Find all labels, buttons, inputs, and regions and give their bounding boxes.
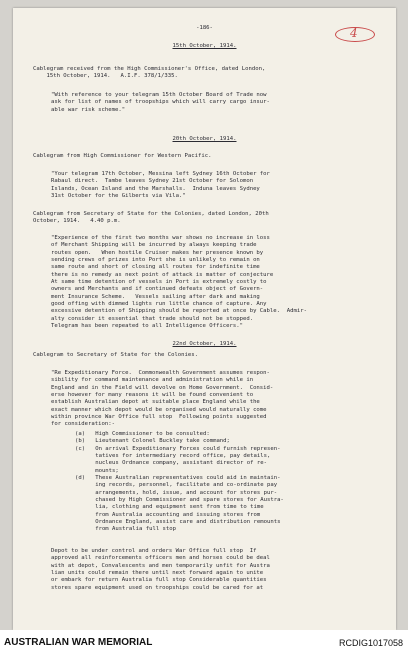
cablegram-4-list: (a) High Commissioner to be consulted: (b) Lieutenant Colonel Buckley take command; (c) On arrival Expeditionary Forces could furnish represen- tatives for intermediary record office, pay details, nucleus Ordnance company, assistant director of re- mounts; (d) These Australian representatives could aid in maintain- ing records, personnel, facilitate and co-ordinate pay arrangements, hold, issue, and account for stores pur- chased by High Commissioner and spare stores for Austra- lia, clothing and equipment sent from time to time from Australia accounting and issuing stores from Ordnance England, assist care and distribution remounts from Australia full stop: [75, 431, 284, 533]
cablegram-4-ending: Depot to be under control and orders War Office full stop If approved all reinforcements officers men and horses could be deal with at depot, Convalescents and men temporarily unfit for Austra lian units could remain there until next forward again to unite or embark for return Australia full stop Considerable quantities stores spare equipment used on troopships could be cared for at: [51, 548, 270, 591]
footer-institution: AUSTRALIAN WAR MEMORIAL: [4, 637, 153, 648]
footer-record-id: RCDIG1017058: [338, 638, 403, 648]
cablegram-3-body: "Experience of the first two months war shows no increase in loss of Merchant Shipping will be incurred by always keeping trade routes open. When hostile Cruiser makes her presence known by sending crews of prizes into Port she is unlikely to remain on same route and short of closing all routes for indefinite time there is no remedy as next point of attack is matter of conjecture At same time detention of vessels in Port is extremely costly to owners and Merchants and if continued defeats object of Govern- ment Insurance Scheme. Vessels sailing after dark and making good offing with dimmed lights run little chance of capture. Any excessive detention of Shipping should be reported at once by Cable. Admir- alty consider it essential that trade should not be stopped. Telegram has been repeated to all Intelligence Officers.": [51, 235, 307, 330]
date-heading-22-october: 22nd October, 1914.: [172, 341, 237, 347]
page-number: -186-: [196, 25, 213, 31]
cablegram-2-heading: Cablegram from High Commissioner for Western Pacific.: [33, 153, 212, 159]
date-heading-20-october: 20th October, 1914.: [172, 136, 237, 142]
cablegram-1-heading: Cablegram received from the High Commissioner's Office, dated London, 15th October, 1914. A.I.F. 378/1/335.: [33, 66, 266, 80]
document-page: [13, 8, 396, 630]
handwritten-page-mark: [335, 27, 375, 41]
cablegram-4-intro: "Re Expeditionary Force. Commonwealth Government assumes respon- sibility for command maintenance and administration while in England and in the Field will devolve on Home Government. Consid- erse however for many reasons it will be found convenient to establish Australian depot at suitable place England while the exact manner which depot would be organised would naturally come within province War Office full stop Following points suggested for consideration:-: [51, 370, 274, 428]
cablegram-4-heading: Cablegram to Secretary of State for the Colonies.: [33, 352, 199, 358]
cablegram-1-body: "With reference to your telegram 15th October Board of Trade now ask for list of names of troopships which will carry cargo insur- able war risk scheme.": [51, 92, 270, 113]
archive-footer: [0, 630, 408, 654]
date-heading-15-october: 15th October, 1914.: [172, 43, 237, 49]
cablegram-2-body: "Your telegram 17th October, Messina left Sydney 16th October for Rabaul direct. Tambe leaves Sydney 21st October for Solomon Islands, Ocean Island and the Marshalls. Induna leaves Sydney 31st October for the Gilberts via Vila.": [51, 171, 270, 200]
cablegram-3-heading: Cablegram from Secretary of State for the Colonies, dated London, 20th October, 1914. 4.40 p.m.: [33, 211, 269, 225]
handwritten-mark-text: 4: [350, 26, 358, 40]
